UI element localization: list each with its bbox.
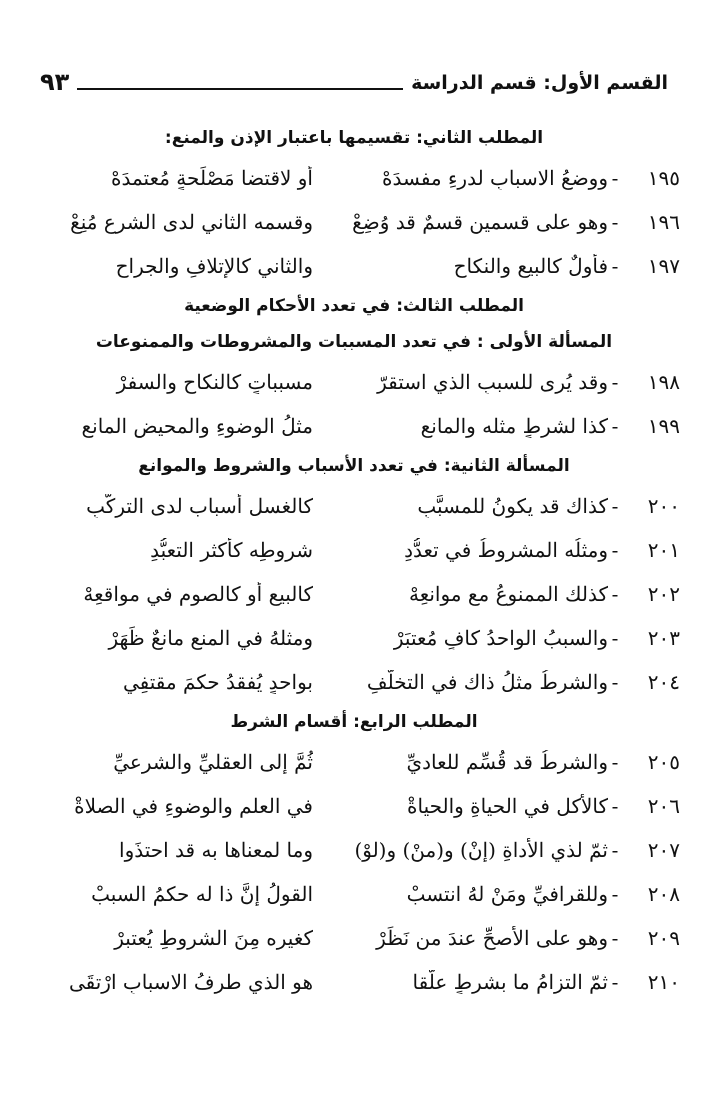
verse-dash: - <box>611 166 619 190</box>
verse-line <box>28 156 680 200</box>
section-heading: المطلب الثالث: في تعدد الأحكام الوضعية <box>184 296 524 316</box>
first-hemistich: والشرطُ مثلُ ذاك في التخلُّفِ <box>366 670 608 694</box>
verse-line <box>28 784 680 828</box>
verse-line <box>28 960 680 1004</box>
verse-number: ٢٠٦ <box>647 794 680 818</box>
verse-dash: - <box>611 370 619 394</box>
verse-line <box>28 484 680 528</box>
first-hemistich: كالأكلِ في الحياةِ والحياةْ <box>407 794 608 818</box>
verse-dash: - <box>611 538 619 562</box>
verse-line <box>28 660 680 704</box>
running-header <box>40 60 668 96</box>
verse-number: ١٩٥ <box>647 166 680 190</box>
verse-dash: - <box>611 626 619 650</box>
verse-dash: - <box>611 414 619 438</box>
verse-number: ٢٠٠ <box>647 494 680 518</box>
first-hemistich: وهو على قسمينِ قسمٌ قد وُضِعْ <box>352 210 608 234</box>
verse-dash: - <box>611 838 619 862</box>
verse-number: ٢٠٩ <box>647 926 680 950</box>
verse-line <box>28 244 680 288</box>
verse-number: ١٩٩ <box>647 414 680 438</box>
first-hemistich: فأولٌ كالبيعِ والنكاحِ <box>453 254 608 278</box>
running-title: القسم الأول: قسم الدراسة <box>411 72 668 94</box>
second-hemistich: في العلمِ والوضوءِ في الصلاةْ <box>74 794 313 818</box>
verse-dash: - <box>611 970 619 994</box>
verse-dash: - <box>611 926 619 950</box>
first-hemistich: ومثلُه المشروطُ في تعدُّدِ <box>404 538 608 562</box>
poem-body <box>28 120 680 1004</box>
verse-line <box>28 200 680 244</box>
verse-number: ١٩٨ <box>647 370 680 394</box>
page-number: ٩٣ <box>40 68 70 96</box>
verse-dash: - <box>611 882 619 906</box>
verse-number: ١٩٦ <box>647 210 680 234</box>
verse-dash: - <box>611 210 619 234</box>
verse-line <box>28 528 680 572</box>
verse-number: ٢٠٥ <box>647 750 680 774</box>
second-hemistich: وما لمعناها به قد احتذَوا <box>119 838 313 862</box>
section-heading: المطلب الثاني: تقسيمها باعتبار الإذن والمنع: <box>164 128 544 148</box>
verse-dash: - <box>611 670 619 694</box>
second-hemistich: شروطِه كأكثرِ التعبُّدِ <box>150 538 313 562</box>
verse-dash: - <box>611 794 619 818</box>
first-hemistich: وقد يُرى للسببِ الذي استقرّ <box>377 370 608 394</box>
verse-dash: - <box>611 582 619 606</box>
verse-number: ٢٠٨ <box>647 882 680 906</box>
verse-number: ٢٠١ <box>647 538 680 562</box>
second-hemistich: مثلُ الوضوءِ والمحيضِ المانعِ <box>81 414 313 438</box>
first-hemistich: كذا لشرطٍ مثله والمانعِ <box>420 414 608 438</box>
section-heading: المسألة الأولى : في تعدد المسببات والمشروطات والممنوعات <box>95 332 613 352</box>
verse-line <box>28 404 680 448</box>
verse-number: ٢١٠ <box>647 970 680 994</box>
section-heading: المطلب الرابع: أقسام الشرط <box>230 712 478 732</box>
verse-line <box>28 360 680 404</box>
verse-dash: - <box>611 494 619 518</box>
verse-dash: - <box>611 254 619 278</box>
second-hemistich: بواحدٍ يُفقدُ حكمَ مقتفِي <box>122 670 313 694</box>
second-hemistich: هو الذي طرفُ الاسبابِ ارْتقَى <box>68 970 313 994</box>
verse-line <box>28 572 680 616</box>
first-hemistich: والشرطُ قد قُسِّم للعاديِّ <box>406 750 608 774</box>
first-hemistich: ثمّ لذي الأداةِ (إنْ) و(منْ) و(لوْ) <box>354 838 608 862</box>
second-hemistich: كالغسلِ أسباب لدى التركُّبِ <box>86 494 313 518</box>
second-hemistich: ثُمَّ إلى العقليِّ والشرعيِّ <box>113 750 313 774</box>
first-hemistich: كذاك قد يكونُ للمسبَّبِ <box>417 494 608 518</box>
second-hemistich: القولُ إنَّ ذا له حكمُ السببْ <box>91 882 313 906</box>
verse-number: ٢٠٤ <box>647 670 680 694</box>
header-rule <box>77 88 403 90</box>
verse-line <box>28 872 680 916</box>
first-hemistich: كذلك الممنوعُ مع موانعِهْ <box>408 582 608 606</box>
second-hemistich: كالبيعِ أو كالصومِ في مواقعِهْ <box>83 582 313 606</box>
second-hemistich: ومثلهُ في المنعِ مانعٌ ظَهَرْ <box>108 626 313 650</box>
verse-line <box>28 740 680 784</box>
verse-number: ١٩٧ <box>647 254 680 278</box>
first-hemistich: ووضعُ الاسبابِ لدرءِ مفسدَهْ <box>382 166 608 190</box>
verse-number: ٢٠٧ <box>647 838 680 862</box>
first-hemistich: وللقرافيِّ ومَنْ لهُ انتسبْ <box>406 882 608 906</box>
section-heading: المسألة الثانية: في تعدد الأسباب والشروط والموانع <box>138 456 570 476</box>
second-hemistich: كغيرِه مِنَ الشروطِ يُعتبرْ <box>114 926 313 950</box>
verse-line <box>28 616 680 660</box>
verse-line <box>28 828 680 872</box>
second-hemistich: مسبباتٍ كالنكاحِ والسفرْ <box>116 370 313 394</box>
first-hemistich: والسببُ الواحدُ كافٍ مُعتبَرْ <box>393 626 608 650</box>
first-hemistich: وهو على الأصحِّ عندَ من نَظَرْ <box>376 926 608 950</box>
verse-line <box>28 916 680 960</box>
verse-dash: - <box>611 750 619 774</box>
second-hemistich: وقسمه الثاني لدى الشرعِ مُنِعْ <box>70 210 313 234</box>
verse-number: ٢٠٢ <box>647 582 680 606</box>
second-hemistich: والثاني كالإتلافِ والجراحِ <box>115 254 313 278</box>
second-hemistich: أو لاقتضا مَصْلَحةٍ مُعتمدَهْ <box>111 166 313 190</box>
verse-number: ٢٠٣ <box>647 626 680 650</box>
first-hemistich: ثمّ التزامُ ما بشرطٍ علّقا <box>412 970 608 994</box>
